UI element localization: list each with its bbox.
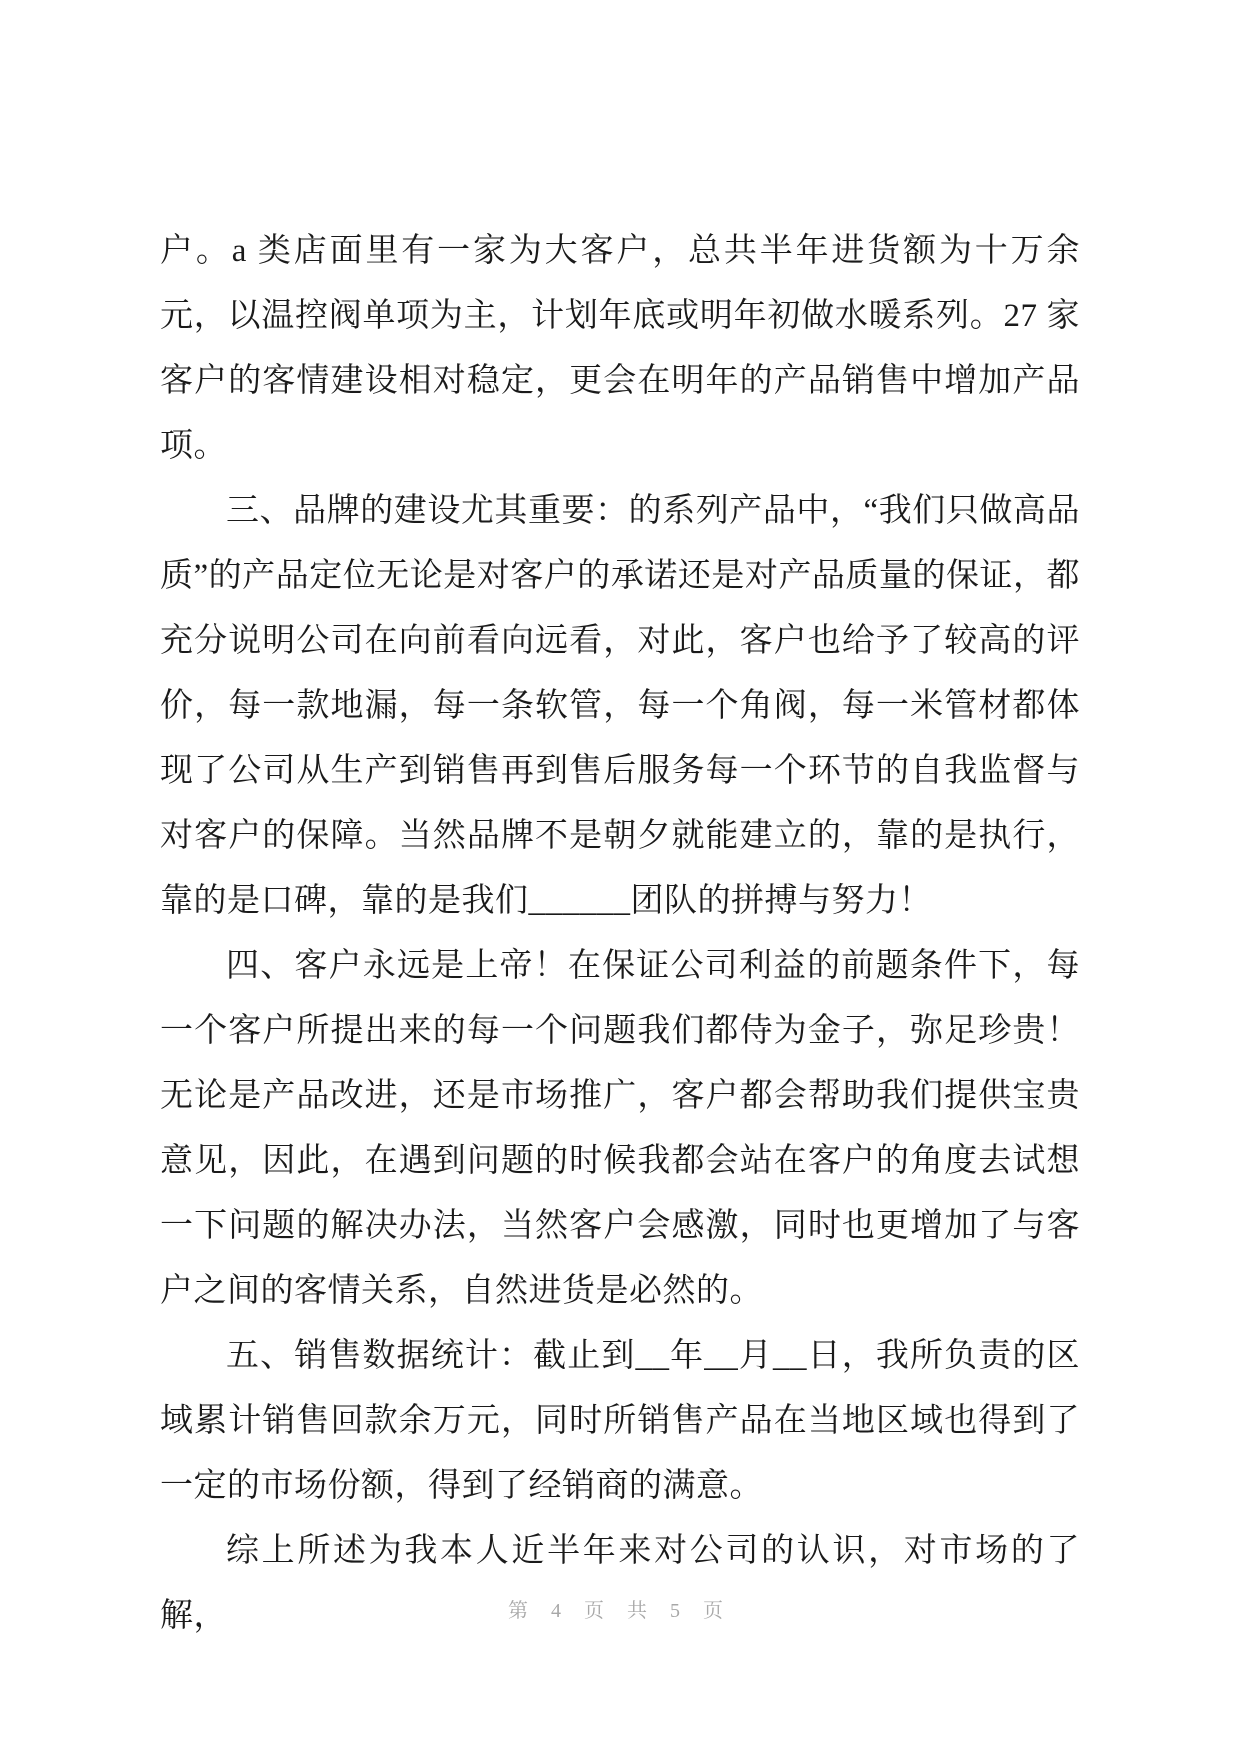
paragraph-section-four-customer: 四、客户永远是上帝！在保证公司利益的前题条件下，每一个客户所提出来的每一个问题我们都侍为金子，弥足珍贵！无论是产品改进，还是市场推广，客户都会帮助我们提供宝贵意见，因此，在遇到问题的时候我都会站在客户的角度去试想一下问题的解决办法，当然客户会感激，同时也更增加了与客户之间的客情关系，自然进货是必然的。 [160, 948, 1080, 1309]
document-body [160, 219, 1080, 1649]
page-footer [0, 1594, 1240, 1623]
paragraph-continuation: 户。a 类店面里有一家为大客户，总共半年进货额为十万余元，以温控阀单项为主，计划年底或明年初做水暖系列。27 家客户的客情建设相对稳定，更会在明年的产品销售中增加产品项。 [160, 233, 1080, 464]
paragraph-section-three-brand: 三、品牌的建设尤其重要：的系列产品中，“我们只做高品质”的产品定位无论是对客户的承诺还是对产品质量的保证，都充分说明公司在向前看向远看，对此，客户也给予了较高的评价，每一款地漏，每一条软管，每一个角阀，每一米管材都体现了公司从生产到销售再到售后服务每一个环节的自我监督与对客户的保障。当然品牌不是朝夕就能建立的，靠的是执行，靠的是口碑，靠的是我们______团队的拼搏与努力！ [160, 493, 1080, 919]
page-number-label: 第 4 页 共 5 页 [508, 1600, 732, 1622]
paragraph-summary: 综上所述为我本人近半年来对公司的认识，对市场的了解， [160, 1533, 1080, 1634]
paragraph-section-five-sales-data: 五、销售数据统计：截止到__年__月__日，我所负责的区域累计销售回款余万元，同时所销售产品在当地区域也得到了一定的市场份额，得到了经销商的满意。 [160, 1338, 1080, 1504]
